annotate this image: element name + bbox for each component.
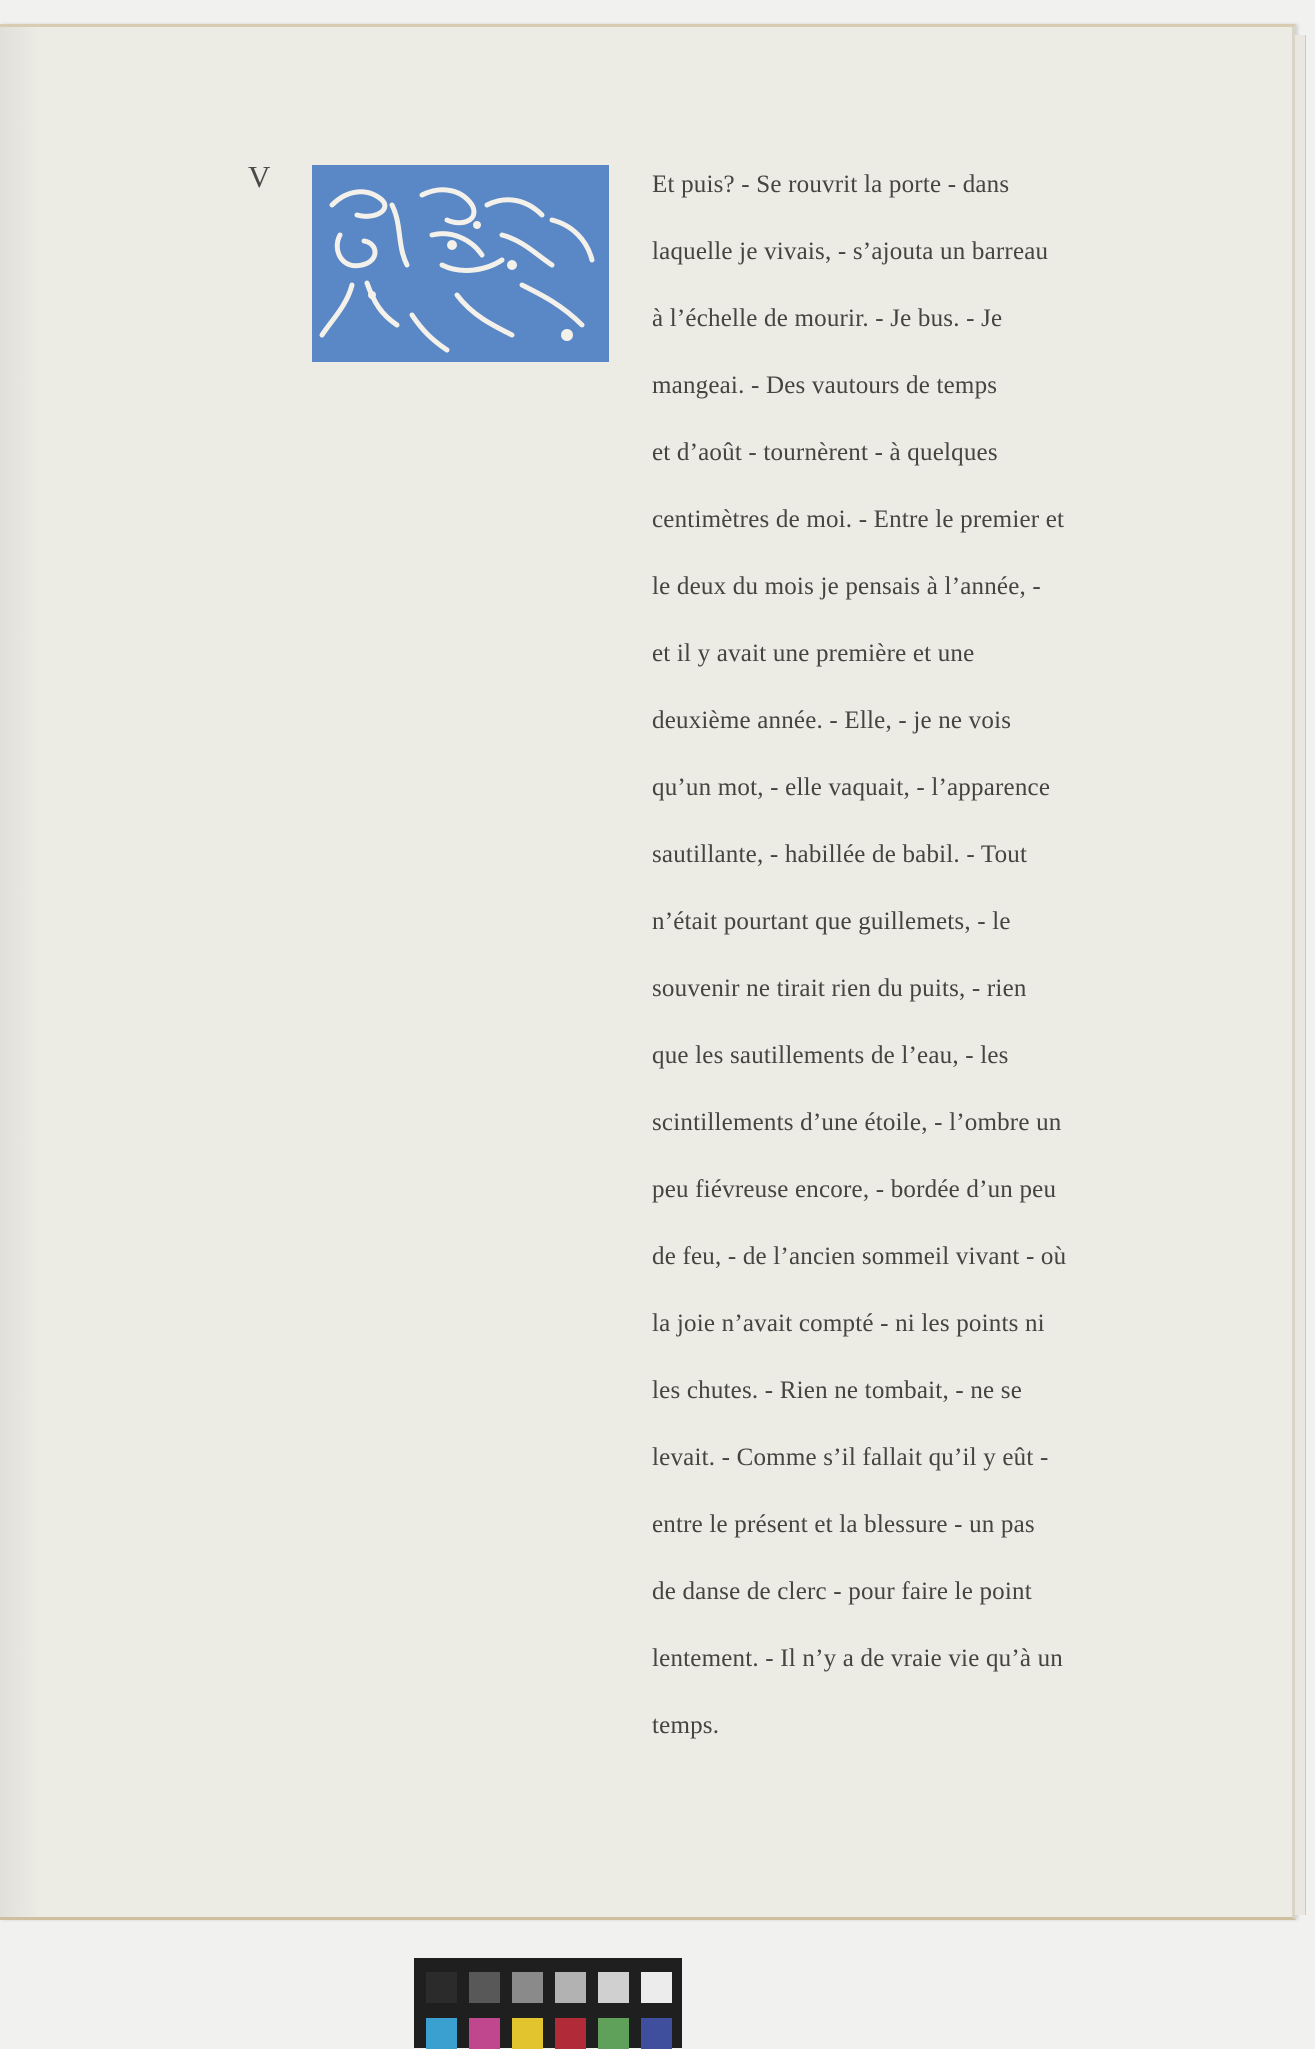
section-numeral: V xyxy=(248,159,272,194)
poem-line: peu fiévreuse encore, - bordée d’un peu xyxy=(652,1176,1057,1203)
poem-line: que les sautillements de l’eau, - les xyxy=(652,1042,1009,1069)
woodcut-glyph-icon xyxy=(312,165,609,362)
poem-line: qu’un mot, - elle vaquait, - l’apparence xyxy=(652,774,1051,801)
swatch-black xyxy=(426,1972,457,2003)
poem-line: la joie n’avait compté - ni les points ni xyxy=(652,1310,1045,1337)
poem-line: les chutes. - Rien ne tombait, - ne se xyxy=(652,1377,1023,1404)
swatch-green xyxy=(598,2018,629,2049)
poem-line: laquelle je vivais, - s’ajouta un barreau xyxy=(652,238,1049,265)
poem-line: temps. xyxy=(652,1712,720,1739)
poem-line: deuxième année. - Elle, - je ne vois xyxy=(652,707,1012,734)
poem-line: centimètres de moi. - Entre le premier et xyxy=(652,506,1065,533)
poem-line: lentement. - Il n’y a de vraie vie qu’à un xyxy=(652,1645,1064,1672)
swatch-gray-dark xyxy=(469,1972,500,2003)
color-calibration-target xyxy=(414,1958,682,2048)
book-page xyxy=(0,24,1296,1920)
woodcut-illustration xyxy=(312,165,609,362)
poem-line: Et puis? - Se rouvrit la porte - dans xyxy=(652,171,1010,198)
swatch-gray-light xyxy=(555,1972,586,2003)
poem-text xyxy=(652,151,1172,1759)
poem-line: levait. - Comme s’il fallait qu’il y eût - xyxy=(652,1444,1049,1471)
swatch-magenta xyxy=(469,2018,500,2049)
swatch-white xyxy=(641,1972,672,2003)
poem-line: souvenir ne tirait rien du puits, - rien xyxy=(652,975,1027,1002)
poem-line: le deux du mois je pensais à l’année, - xyxy=(652,573,1041,600)
poem-line: sautillante, - habillée de babil. - Tout xyxy=(652,841,1028,868)
page-edge xyxy=(1295,35,1306,1915)
poem-line: de feu, - de l’ancien sommeil vivant - où xyxy=(652,1243,1067,1270)
poem-line: n’était pourtant que guillemets, - le xyxy=(652,908,1011,935)
poem-line: et d’août - tournèrent - à quelques xyxy=(652,439,998,466)
swatch-yellow xyxy=(512,2018,543,2049)
swatch-gray-mid xyxy=(512,1972,543,2003)
swatch-blue xyxy=(641,2018,672,2049)
poem-line: scintillements d’une étoile, - l’ombre un xyxy=(652,1109,1062,1136)
swatch-red xyxy=(555,2018,586,2049)
swatch-cyan xyxy=(426,2018,457,2049)
poem-line: de danse de clerc - pour faire le point xyxy=(652,1578,1032,1605)
swatch-gray-lighter xyxy=(598,1972,629,2003)
poem-line: entre le présent et la blessure - un pas xyxy=(652,1511,1035,1538)
poem-line: mangeai. - Des vautours de temps xyxy=(652,372,998,399)
poem-line: et il y avait une première et une xyxy=(652,640,975,667)
poem-line: à l’échelle de mourir. - Je bus. - Je xyxy=(652,305,1003,332)
